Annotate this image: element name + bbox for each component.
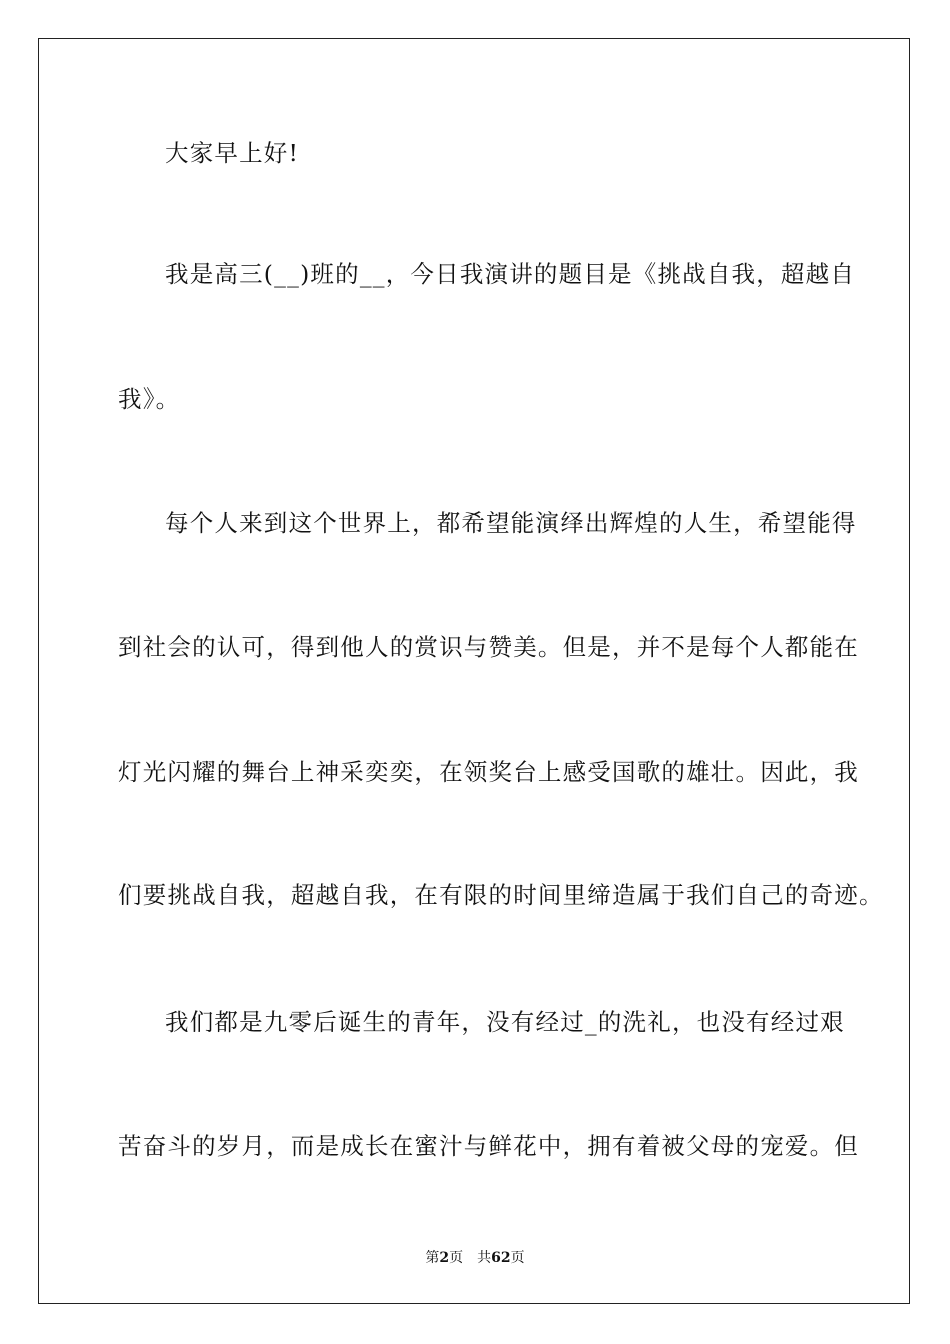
page-prefix: 第 — [425, 1250, 440, 1266]
paragraph-line: 我》。 — [118, 385, 181, 413]
paragraph-line: 灯光闪耀的舞台上神采奕奕，在领奖台上感受国歌的雄壮。因此，我 — [118, 758, 859, 786]
paragraph-line: 我们都是九零后诞生的青年，没有经过_的洗礼，也没有经过艰 — [165, 1008, 845, 1036]
paragraph-line: 们要挑战自我，超越自我，在有限的时间里缔造属于我们自己的奇迹。 — [118, 881, 884, 909]
page-suffix: 页 — [449, 1250, 464, 1266]
total-pages: 62 — [491, 1250, 511, 1266]
page-border — [38, 38, 910, 1304]
paragraph-line: 我是高三(__)班的__，今日我演讲的题目是《挑战自我，超越自 — [165, 260, 856, 288]
paragraph-line: 每个人来到这个世界上，都希望能演绎出辉煌的人生，希望能得 — [165, 509, 857, 537]
paragraph-line: 到社会的认可，得到他人的赏识与赞美。但是，并不是每个人都能在 — [118, 633, 859, 661]
page-footer — [0, 1247, 950, 1267]
paragraph-line: 苦奋斗的岁月，而是成长在蜜汁与鲜花中，拥有着被父母的宠爱。但 — [118, 1132, 859, 1160]
paragraph-line: 大家早上好! — [165, 139, 300, 167]
total-suffix: 页 — [510, 1250, 525, 1266]
page-number: 2 — [439, 1250, 450, 1266]
total-prefix: 共 — [477, 1250, 492, 1266]
